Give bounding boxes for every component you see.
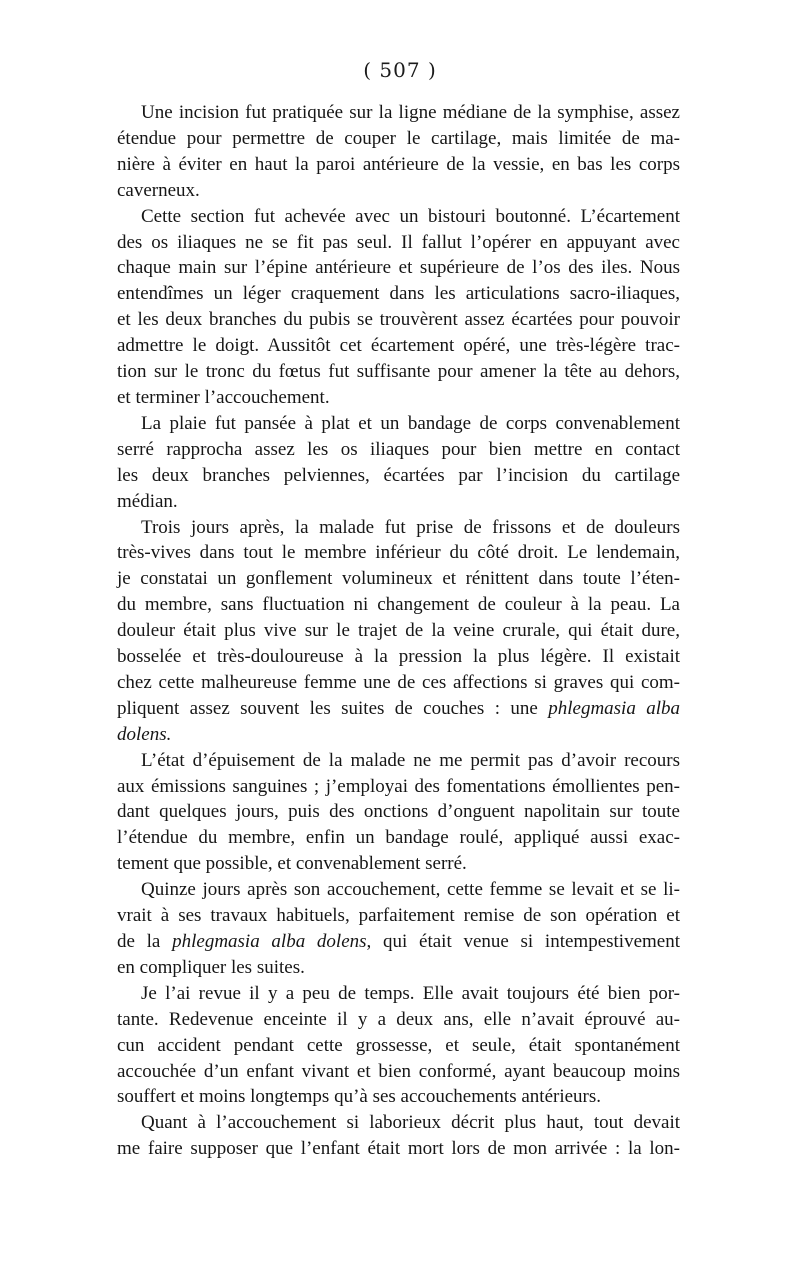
- text-line: accouchée d’un enfant vivant et bien conformé, ayant beaucoup moins: [117, 1060, 680, 1082]
- text-line: serré rapprocha assez les os iliaques pour bien mettre en contact: [117, 438, 680, 460]
- text-line: en compliquer les suites.: [117, 956, 305, 978]
- text-line: [117, 929, 680, 955]
- text-line: Trois jours après, la malade fut prise de frissons et de douleurs: [141, 516, 680, 538]
- text-line: me faire supposer que l’enfant était mort lors de mon arrivée : la lon-: [117, 1138, 680, 1160]
- text-line: tante. Redevenue enceinte il y a deux ans, elle n’avait éprouvé au-: [117, 1008, 680, 1030]
- text-line: entendîmes un léger craquement dans les articulations sacro-iliaques,: [117, 283, 680, 305]
- text-line: des os iliaques ne se fit pas seul. Il fallut l’opérer en appuyant avec: [117, 231, 680, 253]
- text-line: et terminer l’accouchement.: [117, 386, 330, 408]
- text-line: Cette section fut achevée avec un bistouri boutonné. L’écartement: [141, 205, 680, 227]
- text-line: L’état d’épuisement de la malade ne me permit pas d’avoir recours: [141, 749, 680, 771]
- text-line: l’étendue du membre, enfin un bandage roulé, appliqué aussi exac-: [117, 827, 680, 849]
- text-line: nière à éviter en haut la paroi antérieure de la vessie, en bas les corps: [117, 153, 680, 175]
- text-line: Je l’ai revue il y a peu de temps. Elle avait toujours été bien por-: [141, 982, 680, 1004]
- text-fragment: pliquent assez souvent les suites de couches : une: [117, 697, 538, 719]
- page-number: ( 507 ): [363, 58, 437, 82]
- text-line: Quant à l’accouchement si laborieux décrit plus haut, tout devait: [141, 1112, 680, 1134]
- text-line: très-vives dans tout le membre inférieur du côté droit. Le lendemain,: [117, 542, 680, 564]
- text-line: médian.: [117, 490, 178, 512]
- italic-term: phlegmasia alba dolens: [172, 931, 367, 952]
- text-line: admettre le doigt. Aussitôt cet écartement opéré, une très-légère trac-: [117, 335, 680, 357]
- text-line: chaque main sur l’épine antérieure et supérieure de l’os des iles. Nous: [117, 257, 680, 279]
- text-line: douleur était plus vive sur le trajet de la veine crurale, qui était dure,: [117, 620, 680, 642]
- text-line: Une incision fut pratiquée sur la ligne médiane de la symphise, assez: [141, 102, 680, 123]
- text-line: Quinze jours après son accouchement, cette femme se levait et se li-: [141, 879, 680, 901]
- italic-term: phlegmasia alba: [548, 697, 681, 719]
- text-line: La plaie fut pansée à plat et un bandage de corps convenablement: [141, 412, 680, 434]
- text-line: cun accident pendant cette grossesse, et seule, était spontanément: [117, 1034, 680, 1056]
- body-text: [117, 100, 680, 1162]
- text-fragment: , qui était venue si intempestivement: [366, 931, 680, 952]
- text-line: je constatai un gonflement volumineux et rénittent dans toute l’éten-: [117, 568, 680, 590]
- text-line: vrait à ses travaux habituels, parfaitement remise de son opération et: [117, 905, 680, 927]
- text-line: dant quelques jours, puis des onctions d’onguent napolitain sur toute: [117, 801, 680, 823]
- text-line: bosselée et très-douloureuse à la pression la plus légère. Il existait: [117, 646, 680, 668]
- text-line: souffert et moins longtemps qu’à ses accouchements antérieurs.: [117, 1086, 602, 1108]
- text-line: [117, 696, 680, 722]
- text-line: caverneux.: [117, 179, 200, 201]
- text-line: les deux branches pelviennes, écartées par l’incision du cartilage: [117, 464, 680, 486]
- text-line: étendue pour permettre de couper le cartilage, mais limitée de ma-: [117, 127, 680, 149]
- text-line: du membre, sans fluctuation ni changement de couleur à la peau. La: [117, 594, 680, 616]
- text-line: [117, 722, 680, 748]
- text-line: aux émissions sanguines ; j’employai des fomentations émollientes pen-: [117, 775, 680, 797]
- text-fragment: de la: [117, 931, 161, 952]
- text-line: tement que possible, et convenablement serré.: [117, 853, 467, 875]
- text-line: tion sur le tronc du fœtus fut suffisante pour amener la tête au dehors,: [117, 361, 680, 383]
- text-line: chez cette malheureuse femme une de ces affections si graves qui com-: [117, 671, 680, 693]
- italic-term: dolens.: [117, 723, 172, 745]
- text-line: et les deux branches du pubis se trouvèrent assez écartées pour pouvoir: [117, 309, 680, 331]
